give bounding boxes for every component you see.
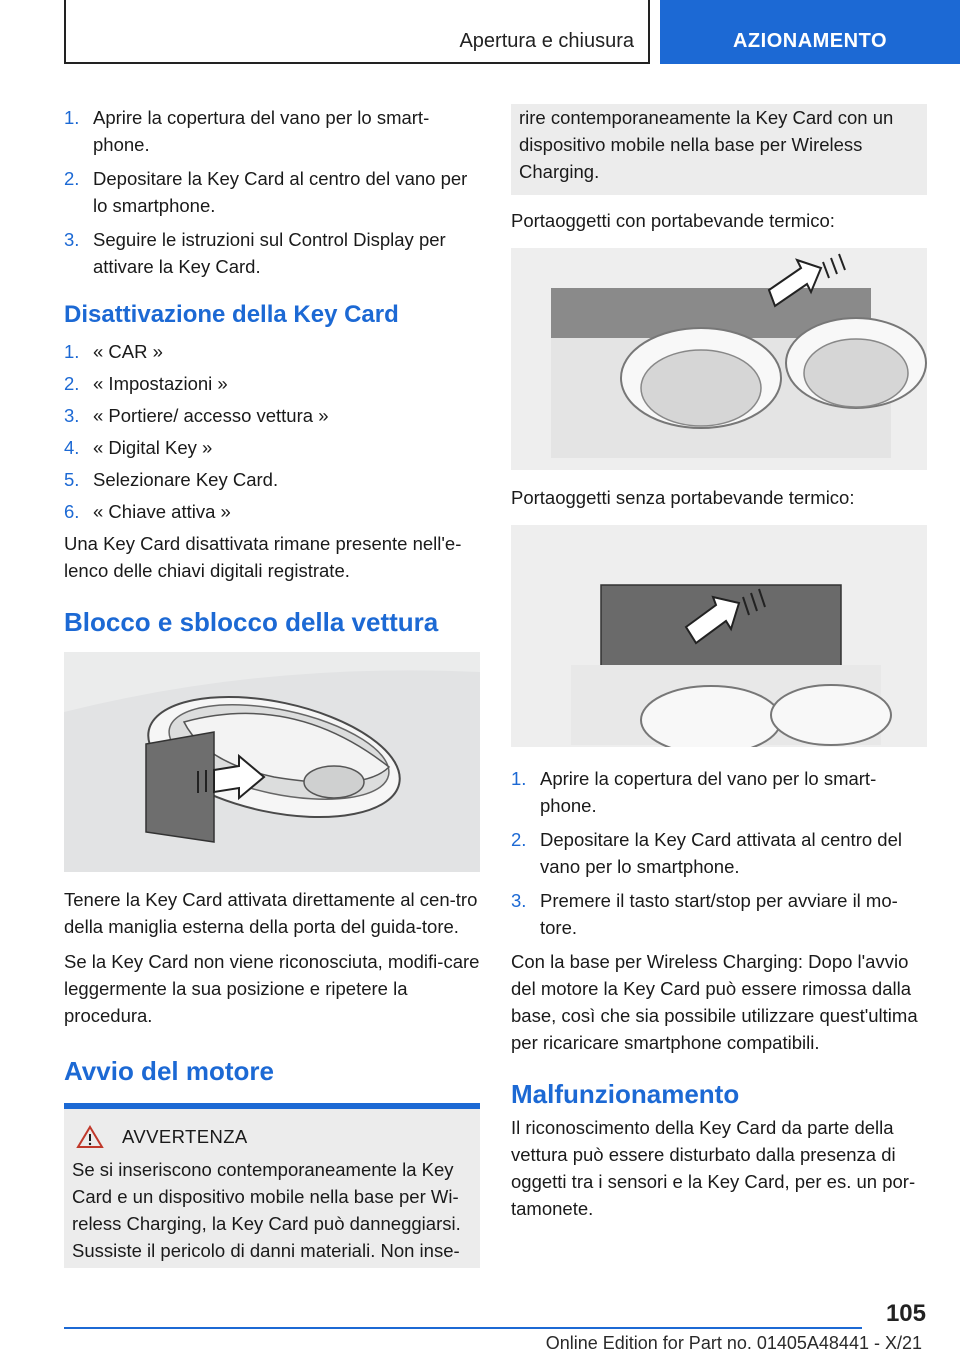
- deactivation-note: Una Key Card disattivata rimane presente nell'e‐lenco delle chiavi digitali registrate.: [64, 533, 462, 581]
- warning-text: Se si inseriscono contemporaneamente la Key Card e un dispositivo mobile nella base per Wi‐reless Charging, la Key Card può danneggiarsi. Sussiste il pericolo di danni materiali. Non inse‐: [72, 1159, 461, 1261]
- warning-continuation: [511, 104, 927, 195]
- header-chapter-tab: [660, 0, 960, 64]
- list-item: 4. « Digital Key »: [64, 437, 213, 458]
- heading-deactivate-key-card: Disattivazione della Key Card: [64, 301, 399, 328]
- deactivation-steps-list: [64, 338, 480, 525]
- warning-continuation-text: rire contemporaneamente la Key Card con un dispositivo mobile nella base per Wireless Charging.: [519, 107, 894, 182]
- warning-header: [72, 1123, 472, 1150]
- activation-steps-list: [64, 104, 480, 280]
- list-item: 1. Aprire la copertura del vano per lo smart‐phone.: [511, 768, 877, 816]
- footer-rule: [64, 1327, 862, 1329]
- engine-start-steps-list: [511, 765, 927, 941]
- wireless-charging-note: Con la base per Wireless Charging: Dopo l'avvio del motore la Key Card può essere rimossa dalla base, così che sia possibile utilizzare quest'ultima per ricaricare smartphone compatibili.: [511, 951, 918, 1053]
- list-item: 1. Aprire la copertura del vano per lo smart‐phone.: [64, 107, 430, 155]
- storage-no-thermal-illustration: [511, 525, 927, 747]
- warning-box: [64, 1109, 480, 1268]
- list-item: 3. « Portiere/ accesso vettura »: [64, 405, 329, 426]
- warning-triangle-icon: [76, 1125, 104, 1149]
- list-item: 2. Depositare la Key Card attivata al centro del vano per lo smartphone.: [511, 829, 902, 877]
- lock-instruction: Tenere la Key Card attivata direttamente al cen‐tro della maniglia esterna della porta del guida‐tore.: [64, 889, 478, 937]
- warning-title: AVVERTENZA: [122, 1126, 248, 1147]
- list-item: 3. Seguire le istruzioni sul Control Display per attivare la Key Card.: [64, 229, 446, 277]
- door-handle-illustration: [64, 652, 480, 872]
- list-item: 6. « Chiave attiva »: [64, 501, 231, 522]
- right-column: [511, 104, 927, 1230]
- caption-thermal-holder: Portaoggetti con portabevande termico:: [511, 210, 835, 231]
- lock-retry-note: Se la Key Card non viene riconosciuta, modifi‐care leggermente la sua posizione e ripetere la procedura.: [64, 951, 480, 1026]
- heading-engine-start: Avvio del motore: [64, 1056, 274, 1086]
- heading-lock-unlock: Blocco e sblocco della vettura: [64, 607, 439, 637]
- list-item: 1. « CAR »: [64, 341, 163, 362]
- storage-thermal-illustration: [511, 248, 927, 470]
- footer-edition: Online Edition for Part no. 01405A48441 - X/21: [545, 1333, 922, 1353]
- header-section-title: Apertura e chiusura: [459, 30, 634, 52]
- list-item: 3. Premere il tasto start/stop per avviare il mo‐tore.: [511, 890, 898, 938]
- list-item: 5. Selezionare Key Card.: [64, 469, 279, 490]
- header-chapter-title: AZIONAMENTO: [732, 30, 887, 52]
- header-section-box: [64, 0, 650, 64]
- caption-no-thermal-holder: Portaoggetti senza portabevande termico:: [511, 487, 855, 508]
- page-number: 105: [885, 1300, 926, 1327]
- heading-malfunction: Malfunzionamento: [511, 1079, 740, 1109]
- list-item: 2. Depositare la Key Card al centro del vano per lo smartphone.: [64, 168, 468, 216]
- list-item: 2. « Impostazioni »: [64, 373, 228, 394]
- left-column: [64, 104, 480, 1268]
- malfunction-text: Il riconoscimento della Key Card da parte della vettura può essere disturbato dalla presenza di oggetti tra i sensori e la Key Card, per es. un por‐tamonete.: [511, 1117, 916, 1219]
